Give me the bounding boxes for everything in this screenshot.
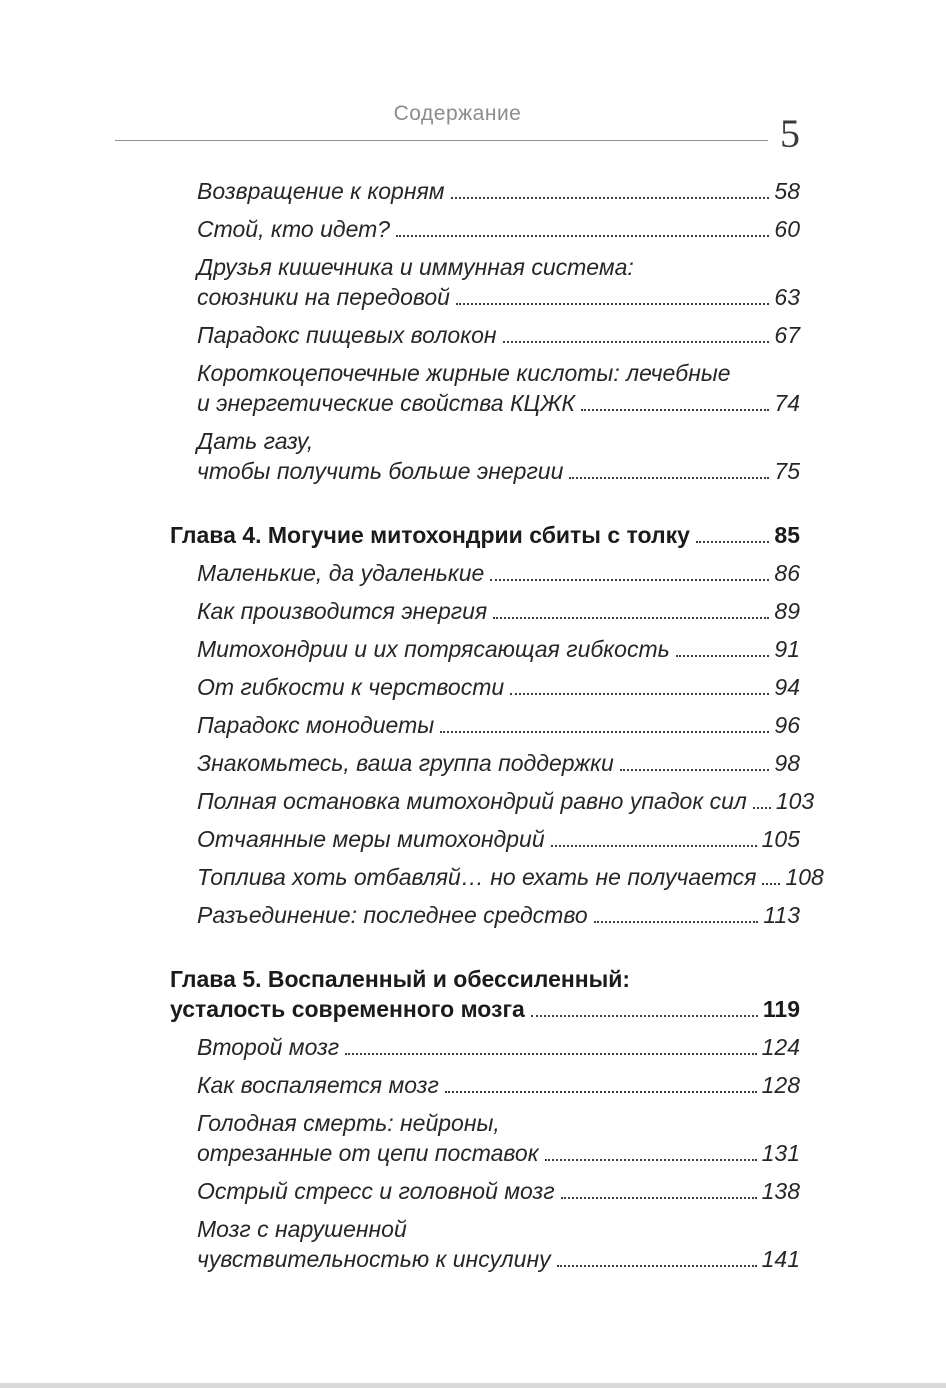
toc-entry-line — [115, 862, 824, 892]
toc-entry-title: Митохондрии и их потрясающая гибкость — [197, 636, 670, 662]
dotted-leader — [676, 655, 770, 657]
page-number: 5 — [780, 111, 800, 156]
toc-entry-page-number: 86 — [774, 560, 800, 586]
toc-entry-title: и энергетические свойства КЦЖК — [197, 390, 575, 416]
toc-entry-title: чтобы получить больше энергии — [197, 458, 564, 484]
toc-entry-line — [115, 710, 800, 740]
toc-entry-title: Острый стресс и головной мозг — [197, 1178, 555, 1204]
toc-sub-entry — [115, 426, 800, 486]
toc-entry-line — [115, 1032, 800, 1062]
toc-entry-line: Короткоцепочечные жирные кислоты: лечебные — [197, 360, 731, 386]
toc-entry-title: Разъединение: последнее средство — [197, 902, 588, 928]
toc-entry-line — [115, 456, 800, 486]
dotted-leader — [561, 1197, 757, 1199]
toc-entry-line — [115, 1176, 800, 1206]
toc-sub-entry — [115, 358, 800, 418]
toc-sub-entry — [115, 748, 800, 778]
toc-sub-entry — [115, 1176, 800, 1206]
toc-entry-title: Глава 4. Могучие митохондрии сбиты с толку — [170, 522, 690, 548]
toc-entry-title: От гибкости к черствости — [197, 674, 505, 700]
toc-entry-line — [115, 824, 800, 854]
toc-entry-page-number: 131 — [761, 1140, 800, 1166]
toc-entry-line — [115, 388, 800, 418]
toc-entry-page-number: 103 — [775, 788, 815, 814]
toc-entry-line — [115, 994, 800, 1024]
toc-entry-line — [115, 596, 800, 626]
toc-entry-page-number: 67 — [774, 322, 800, 348]
toc-entry-line — [115, 214, 800, 244]
toc-entry-page-number: 75 — [774, 458, 800, 484]
toc-entry-title: союзники на передовой — [197, 284, 450, 310]
toc-entry-line — [115, 748, 800, 778]
toc-sub-entry — [115, 1108, 800, 1168]
dotted-leader — [456, 303, 769, 305]
page-bottom-edge — [0, 1383, 946, 1388]
toc-entry-line — [115, 634, 800, 664]
toc-entry-page-number: 63 — [774, 284, 800, 310]
toc-entry-page-number: 124 — [761, 1034, 800, 1060]
toc-entry-title: Знакомьтесь, ваша группа поддержки — [197, 750, 614, 776]
toc-sub-entry — [115, 824, 800, 854]
toc-entry-title: Как воспаляется мозг — [197, 1072, 439, 1098]
toc-entry-title: отрезанные от цепи поставок — [197, 1140, 539, 1166]
dotted-leader — [503, 341, 770, 343]
toc-entry-title: чувствительностью к инсулину — [197, 1246, 551, 1272]
toc-entry-line — [115, 282, 800, 312]
toc-entry-page-number: 60 — [774, 216, 800, 242]
toc-sub-entry — [115, 672, 800, 702]
toc-entry-title: Полная остановка митохондрий равно упадок сил — [197, 788, 747, 814]
dotted-leader — [762, 883, 780, 885]
toc-sub-entry — [115, 596, 800, 626]
toc-entry-page-number: 113 — [763, 902, 800, 928]
book-page — [115, 100, 824, 1282]
toc-sub-entry — [115, 558, 800, 588]
toc-sub-entry — [115, 214, 800, 244]
dotted-leader — [451, 197, 770, 199]
dotted-leader — [545, 1159, 757, 1161]
toc-entry-title: Отчаянные меры митохондрий — [197, 826, 545, 852]
toc-sub-entry — [115, 176, 800, 206]
toc-entry-line — [115, 900, 800, 930]
toc-entry-page-number: 105 — [761, 826, 800, 852]
toc-entry-title: Стой, кто идет? — [197, 216, 391, 242]
toc-chapter-entry — [115, 964, 800, 1024]
toc-sub-entry — [115, 710, 800, 740]
toc-entry-line: Друзья кишечника и иммунная система: — [197, 254, 634, 280]
dotted-leader — [569, 477, 769, 479]
dotted-leader — [551, 845, 757, 847]
toc-entry-line: Голодная смерть: нейроны, — [197, 1110, 500, 1136]
dotted-leader — [753, 807, 771, 809]
toc-entry-page-number: 128 — [761, 1072, 800, 1098]
toc-entry-page-number: 96 — [774, 712, 800, 738]
toc-entry-title: усталость современного мозга — [170, 996, 525, 1022]
toc-sub-entry — [115, 320, 800, 350]
toc-entry-page-number: 98 — [774, 750, 800, 776]
toc-entry-line: Глава 5. Воспаленный и обессиленный: — [170, 966, 631, 992]
toc-entry-line — [115, 1244, 800, 1274]
toc-entry-title: Парадокс монодиеты — [197, 712, 435, 738]
dotted-leader — [396, 235, 769, 237]
page-header — [115, 100, 800, 172]
toc-sub-entry — [115, 634, 800, 664]
toc-sub-entry — [115, 252, 800, 312]
toc-sub-entry — [115, 900, 800, 930]
dotted-leader — [557, 1265, 757, 1267]
dotted-leader — [581, 409, 769, 411]
dotted-leader — [493, 617, 769, 619]
toc-entry-line — [115, 320, 800, 350]
toc-sub-entry — [115, 1214, 800, 1274]
toc-entry-page-number: 58 — [774, 178, 800, 204]
toc-entry-page-number: 74 — [774, 390, 800, 416]
dotted-leader — [345, 1053, 756, 1055]
toc-entry-line — [115, 558, 800, 588]
toc-entry-line: Мозг с нарушенной — [197, 1216, 407, 1242]
toc-entry-line — [115, 672, 800, 702]
toc-entry-page-number: 141 — [761, 1246, 800, 1272]
toc-entry-title: Второй мозг — [197, 1034, 340, 1060]
toc-entry-line — [115, 520, 800, 550]
toc-entry-page-number: 91 — [774, 636, 800, 662]
toc-entry-line — [115, 786, 815, 816]
dotted-leader — [620, 769, 770, 771]
toc-entry-page-number: 94 — [774, 674, 800, 700]
toc-list — [115, 172, 824, 1274]
toc-entry-page-number: 108 — [785, 864, 824, 890]
toc-sub-entry — [115, 1070, 800, 1100]
toc-entry-title: Парадокс пищевых волокон — [197, 322, 497, 348]
toc-sub-entry — [115, 786, 815, 816]
dotted-leader — [490, 579, 769, 581]
dotted-leader — [445, 1091, 757, 1093]
dotted-leader — [594, 921, 759, 923]
toc-entry-page-number: 119 — [762, 996, 800, 1022]
dotted-leader — [531, 1015, 758, 1017]
toc-entry-title: Возвращение к корням — [197, 178, 445, 204]
toc-entry-page-number: 85 — [774, 522, 800, 548]
toc-chapter-entry — [115, 520, 800, 550]
page-header-title: Содержание — [393, 102, 522, 125]
dotted-leader — [510, 693, 769, 695]
toc-entry-title: Топлива хоть отбавляй… но ехать не получается — [197, 864, 757, 890]
dotted-leader — [440, 731, 769, 733]
toc-entry-page-number: 138 — [761, 1178, 800, 1204]
toc-entry-title: Как производится энергия — [197, 598, 488, 624]
toc-entry-title: Маленькие, да удаленькие — [197, 560, 485, 586]
header-rule — [115, 140, 768, 141]
dotted-leader — [696, 541, 770, 543]
toc-sub-entry — [115, 862, 824, 892]
toc-sub-entry — [115, 1032, 800, 1062]
toc-entry-line — [115, 176, 800, 206]
toc-entry-page-number: 89 — [774, 598, 800, 624]
toc-entry-line: Дать газу, — [197, 428, 314, 454]
toc-entry-line — [115, 1070, 800, 1100]
toc-entry-line — [115, 1138, 800, 1168]
